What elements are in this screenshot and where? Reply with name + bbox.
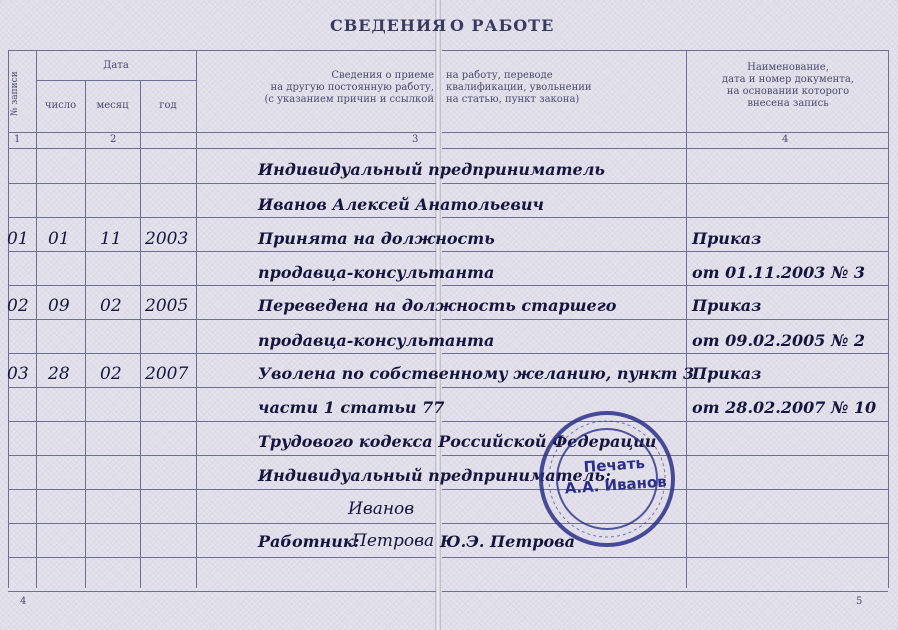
row-rule (8, 421, 436, 422)
record-number: 01 (7, 229, 29, 249)
record-day: 01 (48, 229, 70, 249)
grid-line (442, 132, 888, 133)
stamp-text (559, 451, 672, 499)
grid-line (888, 50, 889, 588)
record-document: Приказ (692, 296, 762, 315)
record-month: 02 (100, 296, 122, 316)
record-text: Трудового кодекса Российской Федерации (258, 432, 657, 451)
grid-line (36, 80, 196, 81)
row-rule (442, 353, 888, 354)
grid-line (140, 80, 141, 588)
grid-line (85, 80, 86, 588)
record-day: 09 (48, 296, 70, 316)
record-document: Приказ (692, 364, 762, 383)
record-document: от 28.02.2007 № 10 (692, 398, 877, 417)
row-rule (442, 591, 888, 592)
record-number: 03 (7, 364, 29, 384)
record-document: от 01.11.2003 № 3 (692, 263, 866, 282)
record-text: продавца-консультанта (258, 263, 495, 282)
record-month: 02 (100, 364, 122, 384)
column-header-month: месяц (96, 100, 129, 111)
column-number-1: 1 (14, 134, 21, 145)
page-number-right: 5 (856, 596, 863, 607)
record-document: Приказ (692, 229, 762, 248)
signer-signature: Иванов (348, 499, 415, 519)
column-header-info-left: Сведения о приеме на другую постоянную работу, (с указанием причин и ссылкой (264, 70, 434, 105)
column-number-2: 2 (110, 134, 117, 145)
column-header-year: год (159, 100, 177, 111)
column-number-3: 3 (412, 134, 419, 145)
column-number-4: 4 (782, 134, 789, 145)
row-rule (8, 217, 436, 218)
record-year: 2007 (145, 364, 189, 384)
row-rule (8, 183, 436, 184)
grid-line (8, 132, 436, 133)
record-month: 11 (100, 229, 122, 249)
row-rule (442, 387, 888, 388)
grid-line (8, 50, 436, 51)
row-rule (442, 557, 888, 558)
column-header-document: Наименование, дата и номер документа, на основании которого внесена запись (722, 62, 854, 109)
row-rule (442, 217, 888, 218)
row-rule (8, 455, 436, 456)
record-number: 02 (7, 296, 29, 316)
row-rule (8, 591, 436, 592)
title-right: О РАБОТЕ (450, 16, 555, 35)
row-rule (8, 387, 436, 388)
grid-line (8, 148, 436, 149)
worker-name: Ю.Э. Петрова (440, 532, 575, 551)
stamp-line-1: Печать (583, 453, 646, 477)
worker-label: Работник: (258, 532, 360, 551)
record-text: продавца-консультанта (258, 331, 495, 350)
record-text: Переведена на должность старшего (258, 296, 617, 315)
record-document: от 09.02.2005 № 2 (692, 331, 866, 350)
record-year: 2005 (145, 296, 189, 316)
row-rule (442, 319, 888, 320)
page-number-left: 4 (20, 596, 27, 607)
stamp-line-2: А.А. Иванов (564, 472, 668, 498)
row-rule (8, 285, 436, 286)
employer-line-2: Иванов Алексей Анатольевич (258, 195, 544, 214)
grid-line (442, 50, 888, 51)
record-text: Уволена по собственному желанию, пункт 3 (258, 364, 695, 383)
row-rule (442, 285, 888, 286)
grid-line (442, 148, 888, 149)
row-rule (8, 319, 436, 320)
signer-line: Индивидуальный предприниматель: (258, 466, 611, 485)
row-rule (8, 523, 436, 524)
worker-signature: Петрова (352, 531, 435, 551)
row-rule (8, 557, 436, 558)
row-rule (8, 489, 436, 490)
record-text: Принята на должность (258, 229, 495, 248)
column-header-number: № записи (10, 71, 20, 116)
column-header-info-right: на работу, переводе квалификации, увольнении на статью, пункт закона) (446, 70, 592, 105)
row-rule (8, 353, 436, 354)
record-text: части 1 статьи 77 (258, 398, 445, 417)
record-day: 28 (48, 364, 70, 384)
column-header-day: число (44, 100, 77, 111)
employer-line-1: Индивидуальный предприниматель (258, 160, 605, 179)
row-rule (8, 251, 436, 252)
row-rule (442, 251, 888, 252)
row-rule (442, 183, 888, 184)
column-header-date: Дата (103, 60, 129, 71)
record-year: 2003 (145, 229, 189, 249)
title-left: СВЕДЕНИЯ (330, 16, 448, 35)
